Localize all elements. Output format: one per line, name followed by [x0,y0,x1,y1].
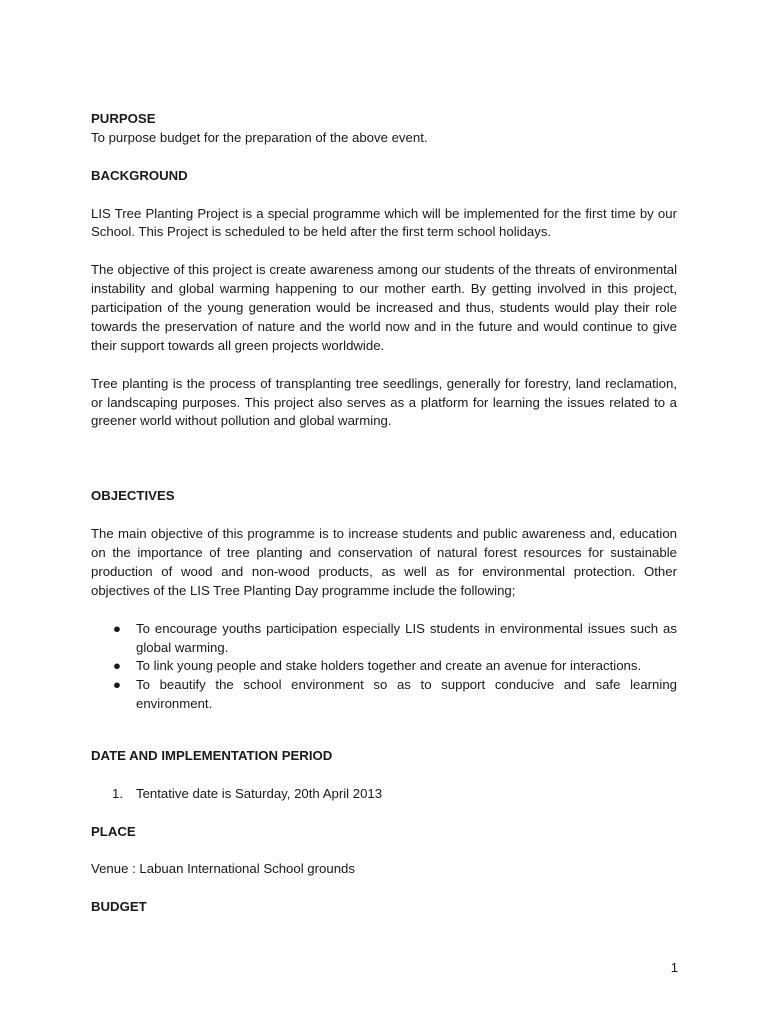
background-paragraph-1: LIS Tree Planting Project is a special programme which will be implemented for the first time by our School. This Project is scheduled to be held after the first term school holidays. [91,205,677,240]
background-paragraph-3: Tree planting is the process of transplanting tree seedlings, generally for forestry, land reclamation, or landscaping purposes. This project also serves as a platform for learning the issues related to a greener world without pollution and global warming. [91,375,677,429]
list-item-number: 1. [112,785,123,801]
objectives-list [91,620,677,715]
bullet-icon: ● [113,658,121,674]
page-number: 1 [670,960,678,975]
place-heading: PLACE [91,823,136,839]
list-item [91,657,677,676]
list-item-text: Tentative date is Saturday, 20th April 2013 [136,785,383,801]
objectives-intro: The main objective of this programme is to increase students and public awareness and, education on the importance of tree planting and conservation of natural forest resources for sustainable production of wood and non-wood products, as well as for environmental protection. Other objectives of the LIS Tree Planting Day programme include the following; [91,526,677,598]
bullet-icon: ● [113,677,121,693]
purpose-heading: PURPOSE [91,111,156,126]
budget-heading: BUDGET [91,899,147,915]
list-item-text: To link young people and stake holders together and create an avenue for interactions. [136,658,642,674]
background-heading: BACKGROUND [91,167,188,183]
list-item [91,785,677,804]
list-item [91,676,677,714]
list-item [91,620,677,658]
list-item-text: To beautify the school environment so as to support conducive and safe learning environment. [136,677,677,712]
date-heading: DATE AND IMPLEMENTATION PERIOD [91,748,333,764]
date-list [91,785,677,804]
list-item-text: To encourage youths participation especially LIS students in environmental issues such as global warming. [136,620,677,655]
background-paragraph-2: The objective of this project is create awareness among our students of the threats of environmental instability and global warming happening to our mother earth. By getting involved in this project, participation of the young generation would be increased and thus, students would play their role towards the preservation of nature and the world now and in the future and would continue to give their support towards all green projects worldwide. [91,262,677,353]
document-page [91,110,677,917]
objectives-heading: OBJECTIVES [91,488,175,504]
purpose-text: To purpose budget for the preparation of the above event. [91,129,428,145]
place-text: Venue : Labuan International School grounds [91,861,355,877]
bullet-icon: ● [113,620,121,636]
